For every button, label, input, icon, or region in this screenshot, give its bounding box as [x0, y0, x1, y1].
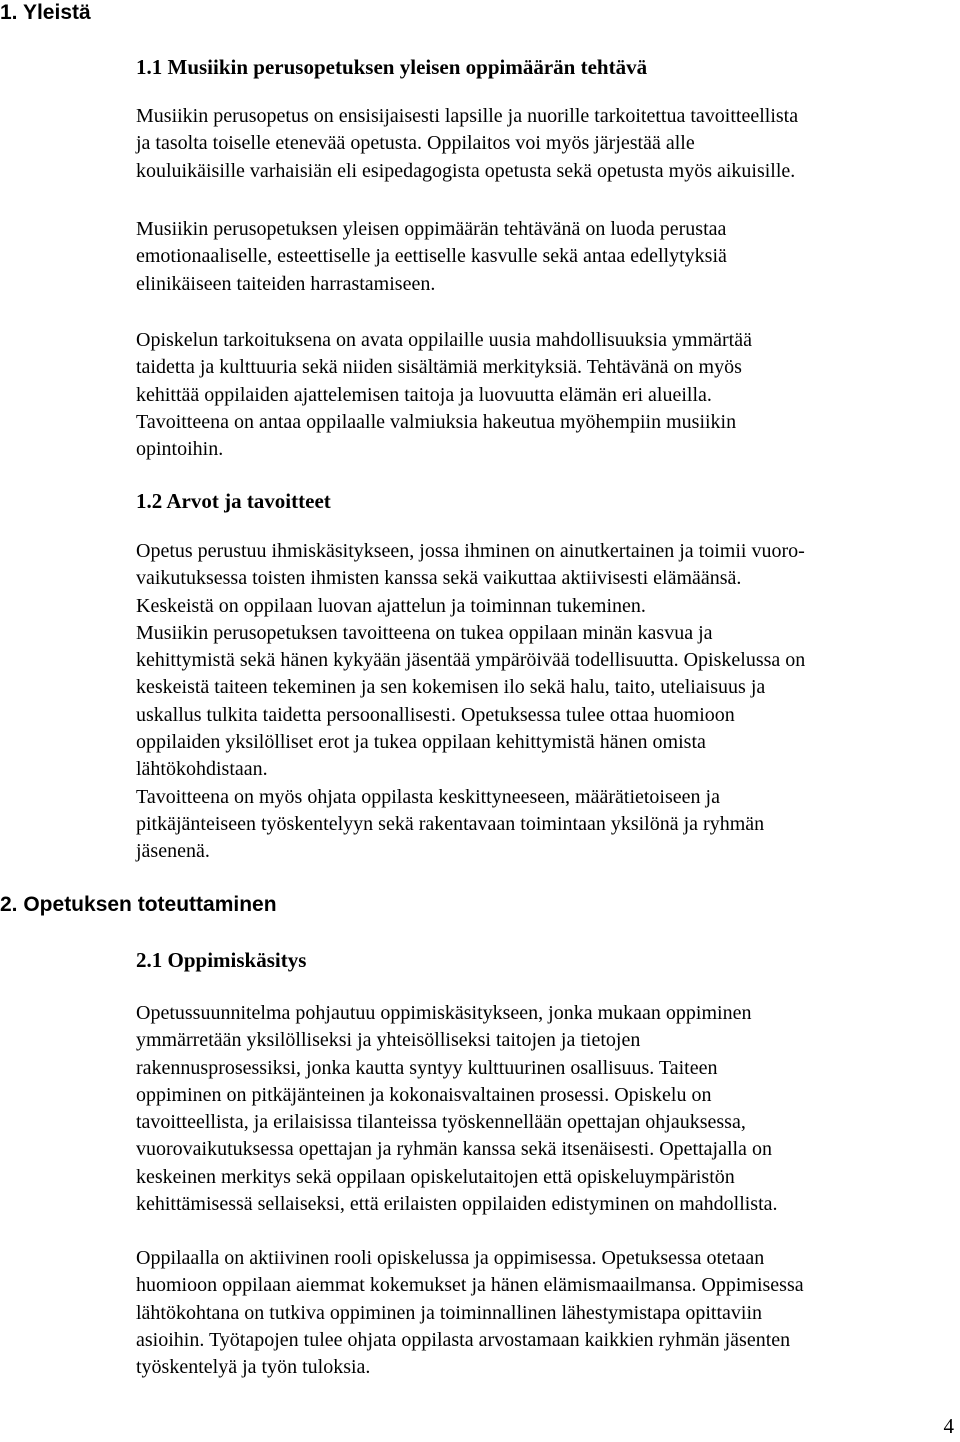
heading-2-opetuksen-toteuttaminen: 2. Opetuksen toteuttaminen	[0, 893, 277, 916]
paragraph-2-1-b	[136, 1245, 956, 1381]
text-line: oppiminen on pitkäjänteinen ja kokonaisvaltainen prosessi. Opiskelu on	[136, 1083, 712, 1106]
text-line: lähtökohdistaan.	[136, 758, 268, 781]
text-line: Opetussuunnitelma pohjautuu oppimiskäsitykseen, jonka mukaan oppiminen	[136, 1002, 752, 1024]
text-line: Musiikin perusopetus on ensisijaisesti lapsille ja nuorille tarkoitettua tavoitteellista	[136, 105, 799, 127]
text-line: Tavoitteena on myös ohjata oppilasta keskittyneeseen, määrätietoiseen ja	[136, 785, 720, 808]
heading-1-2: 1.2 Arvot ja tavoitteet	[136, 489, 331, 513]
paragraph-1-1-b	[136, 216, 956, 298]
text-line: rakennusprosessiksi, jonka kautta syntyy kulttuurinen osallisuus. Taiteen	[136, 1056, 718, 1079]
paragraph-2-1-a	[136, 1000, 956, 1218]
heading-1-yleista: 1. Yleistä	[0, 1, 91, 24]
text-line: oppilaiden yksilölliset erot ja tukea oppilaan kehittymistä hänen omista	[136, 731, 706, 754]
text-line: huomioon oppilaan aiemmat kokemukset ja hänen elämismaailmansa. Oppimisessa	[136, 1274, 804, 1297]
text-line: opintoihin.	[136, 438, 224, 461]
text-line: Musiikin perusopetuksen yleisen oppimäärän tehtävänä on luoda perustaa	[136, 218, 727, 240]
text-line: emotionaaliselle, esteettiselle ja eettiselle kasvulle sekä antaa edellytyksiä	[136, 245, 727, 268]
text-line: elinikäiseen taiteiden harrastamiseen.	[136, 272, 436, 295]
text-line: työskentelyä ja työn tuloksia.	[136, 1356, 371, 1379]
text-line: kehittymistä sekä hänen kykyään jäsentää ympäröivää todellisuutta. Opiskelussa on	[136, 649, 806, 672]
text-line: keskeistä taiteen tekeminen ja sen kokemisen ilo sekä halu, taito, uteliaisuus ja	[136, 676, 766, 699]
text-line: Oppilaalla on aktiivinen rooli opiskelussa ja oppimisessa. Opetuksessa otetaan	[136, 1247, 765, 1269]
text-line: tavoitteellista, ja erilaisissa tilanteissa työskennellään opettajan ohjauksessa,	[136, 1111, 746, 1134]
text-line: keskeinen merkitys sekä oppilaan opiskelutaitojen että opiskeluympäristön	[136, 1165, 735, 1188]
text-line: vuorovaikutuksessa opettajan ja ryhmän kanssa sekä itsenäisesti. Opettajalla on	[136, 1138, 772, 1161]
text-line: pitkäjänteiseen työskentelyyn sekä rakentavaan toimintaan yksilönä ja ryhmän	[136, 812, 765, 835]
page-number: 4	[943, 1414, 954, 1438]
paragraph-1-1-a	[136, 103, 956, 185]
text-line: Opetus perustuu ihmiskäsitykseen, jossa ihminen on ainutkertainen ja toimii vuoro-	[136, 540, 805, 562]
text-line: uskallus tulkita taidetta persoonallisesti. Opetuksessa tulee ottaa huomioon	[136, 703, 735, 726]
text-line: ja tasolta toiselle etenevää opetusta. Oppilaitos voi myös järjestää alle	[136, 132, 695, 155]
paragraph-1-2	[136, 538, 956, 866]
text-line: kouluikäisille varhaisiän eli esipedagogista opetusta sekä opetusta myös aikuisille.	[136, 159, 796, 182]
text-line: kehittämisessä sellaiseksi, että erilaisten oppilaiden edistyminen on mahdollista.	[136, 1193, 778, 1216]
text-line: Opiskelun tarkoituksena on avata oppilaille uusia mahdollisuuksia ymmärtää	[136, 329, 752, 351]
text-line: ymmärretään yksilölliseksi ja yhteisölliseksi taitojen ja tietojen	[136, 1029, 641, 1052]
text-line: jäsenenä.	[136, 840, 210, 863]
text-line: Keskeistä on oppilaan luovan ajattelun ja toiminnan tukeminen.	[136, 594, 646, 617]
text-line: vaikutuksessa toisten ihmisten kanssa sekä vaikuttaa aktiivisesti elämäänsä.	[136, 567, 742, 590]
text-line: Tavoitteena on antaa oppilaalle valmiuksia hakeutua myöhempiin musiikin	[136, 410, 737, 433]
text-line: asioihin. Työtapojen tulee ohjata oppilasta arvostamaan kaikkien ryhmän jäsenten	[136, 1328, 791, 1351]
heading-1-1: 1.1 Musiikin perusopetuksen yleisen oppimäärän tehtävä	[136, 55, 648, 79]
text-line: Musiikin perusopetuksen tavoitteena on tukea oppilaan minän kasvua ja	[136, 621, 713, 644]
text-line: lähtökohtana on tutkiva oppiminen ja toiminnallinen lähestymistapa opittaviin	[136, 1301, 762, 1324]
text-line: taidetta ja kulttuuria sekä niiden sisältämiä merkityksiä. Tehtävänä on myös	[136, 356, 742, 379]
text-line: kehittää oppilaiden ajattelemisen taitoja ja luovuutta elämän eri alueilla.	[136, 383, 712, 406]
heading-2-1: 2.1 Oppimiskäsitys	[136, 948, 307, 972]
paragraph-1-1-c	[136, 327, 956, 463]
